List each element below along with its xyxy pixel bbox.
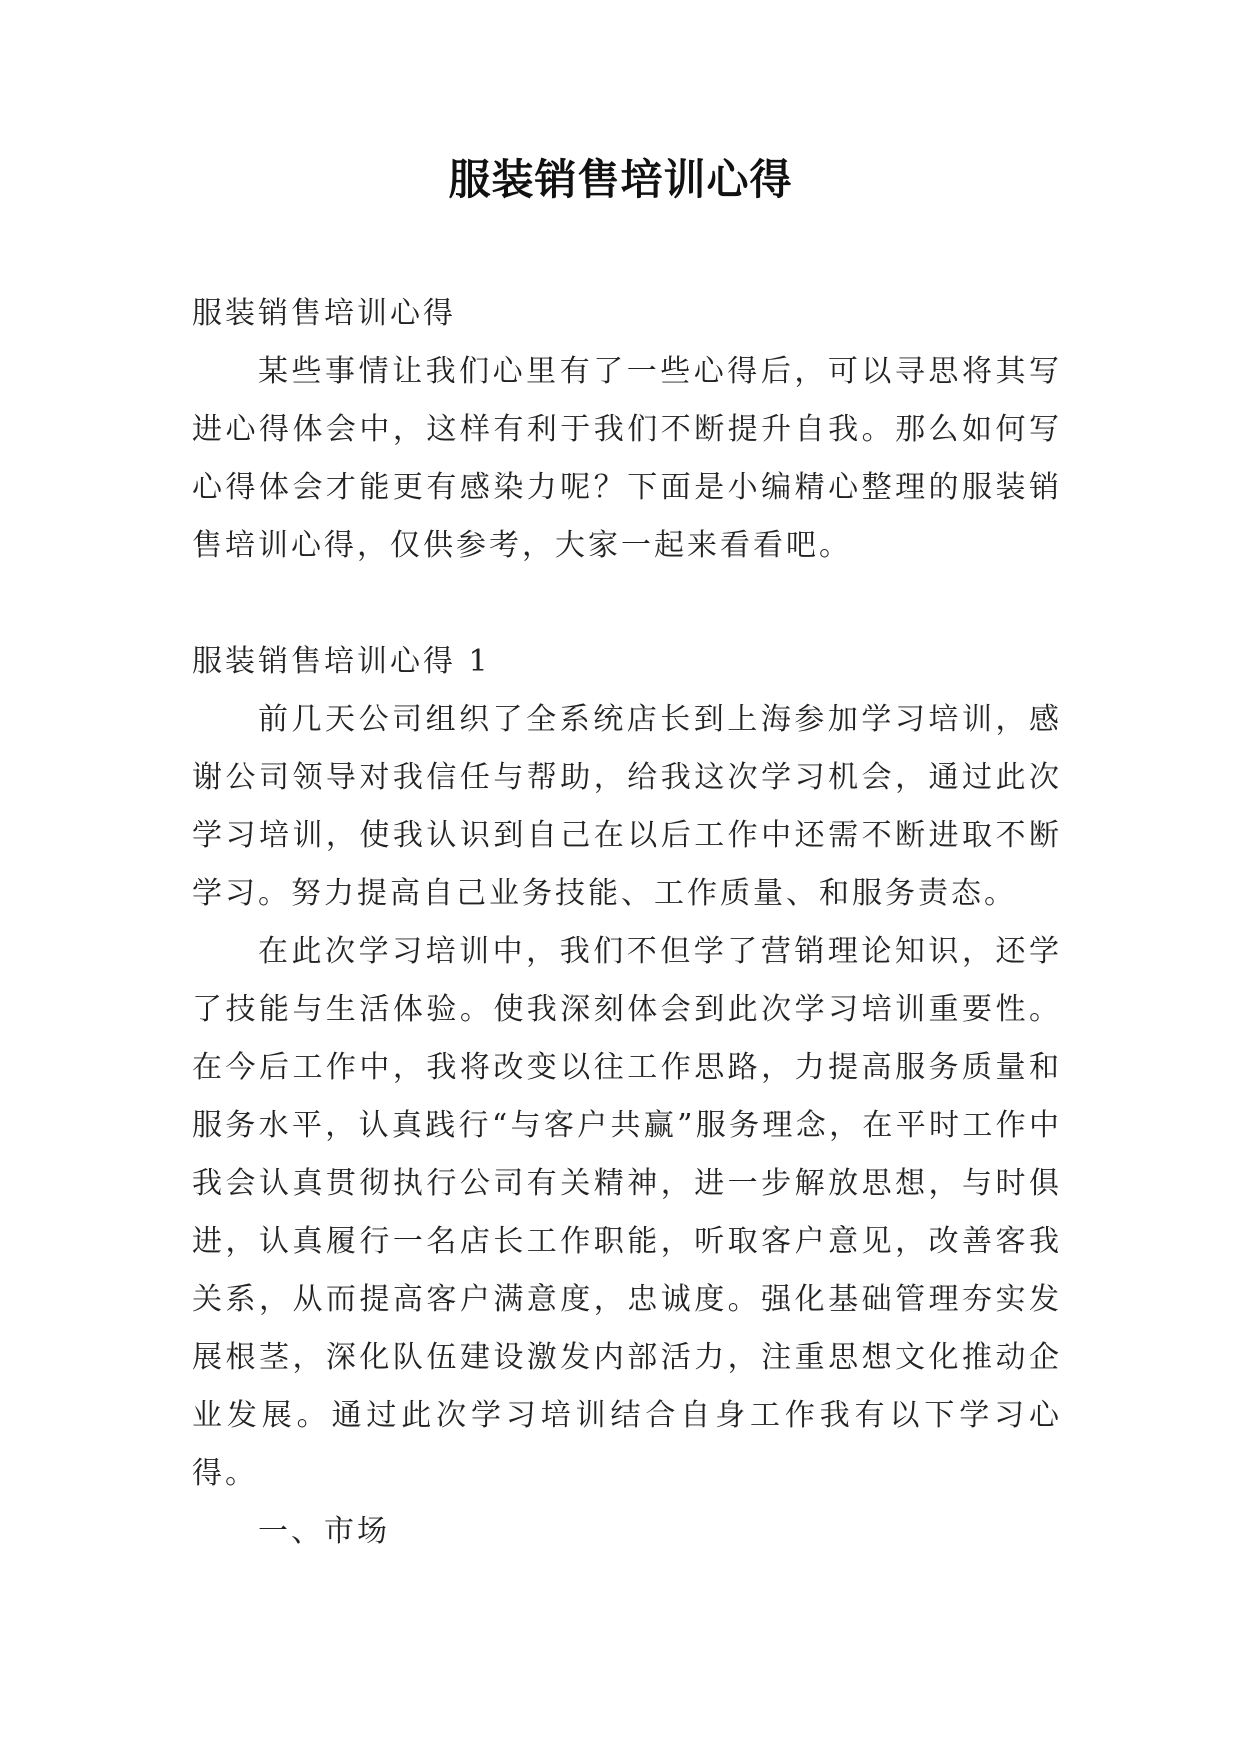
intro-paragraph: 某些事情让我们心里有了一些心得后，可以寻思将其写进心得体会中，这样有利于我们不断提升自我。那么如何写心得体会才能更有感染力呢？下面是小编精心整理的服装销售培训心得，仅供参考，大家一起来看看吧。	[192, 354, 1062, 563]
intro-heading: 服装销售培训心得	[192, 296, 456, 331]
section-1-heading: 服装销售培训心得 1	[192, 644, 491, 679]
section-1-paragraph-2: 在此次学习培训中，我们不但学了营销理论知识，还学了技能与生活体验。使我深刻体会到此次学习培训重要性。在今后工作中，我将改变以往工作思路，力提高服务质量和服务水平，认真践行“与客户共赢”服务理念，在平时工作中我会认真贯彻执行公司有关精神，进一步解放思想，与时俱进，认真履行一名店长工作职能，听取客户意见，改善客我关系，从而提高客户满意度，忠诚度。强化基础管理夯实发展根茎，深化队伍建设激发内部活力，注重思想文化推动企业发展。通过此次学习培训结合自身工作我有以下学习心得。	[192, 934, 1062, 1491]
section-spacer	[192, 575, 1062, 633]
document-title: 服装销售培训心得	[448, 155, 793, 204]
document-body	[192, 285, 1062, 1561]
section-1-paragraph-1: 前几天公司组织了全系统店长到上海参加学习培训，感谢公司领导对我信任与帮助，给我这次学习机会，通过此次学习培训，使我认识到自己在以后工作中还需不断进取不断学习。努力提高自己业务技能、工作质量、和服务责态。	[192, 702, 1062, 911]
section-1-item-1: 一、市场	[258, 1514, 390, 1549]
